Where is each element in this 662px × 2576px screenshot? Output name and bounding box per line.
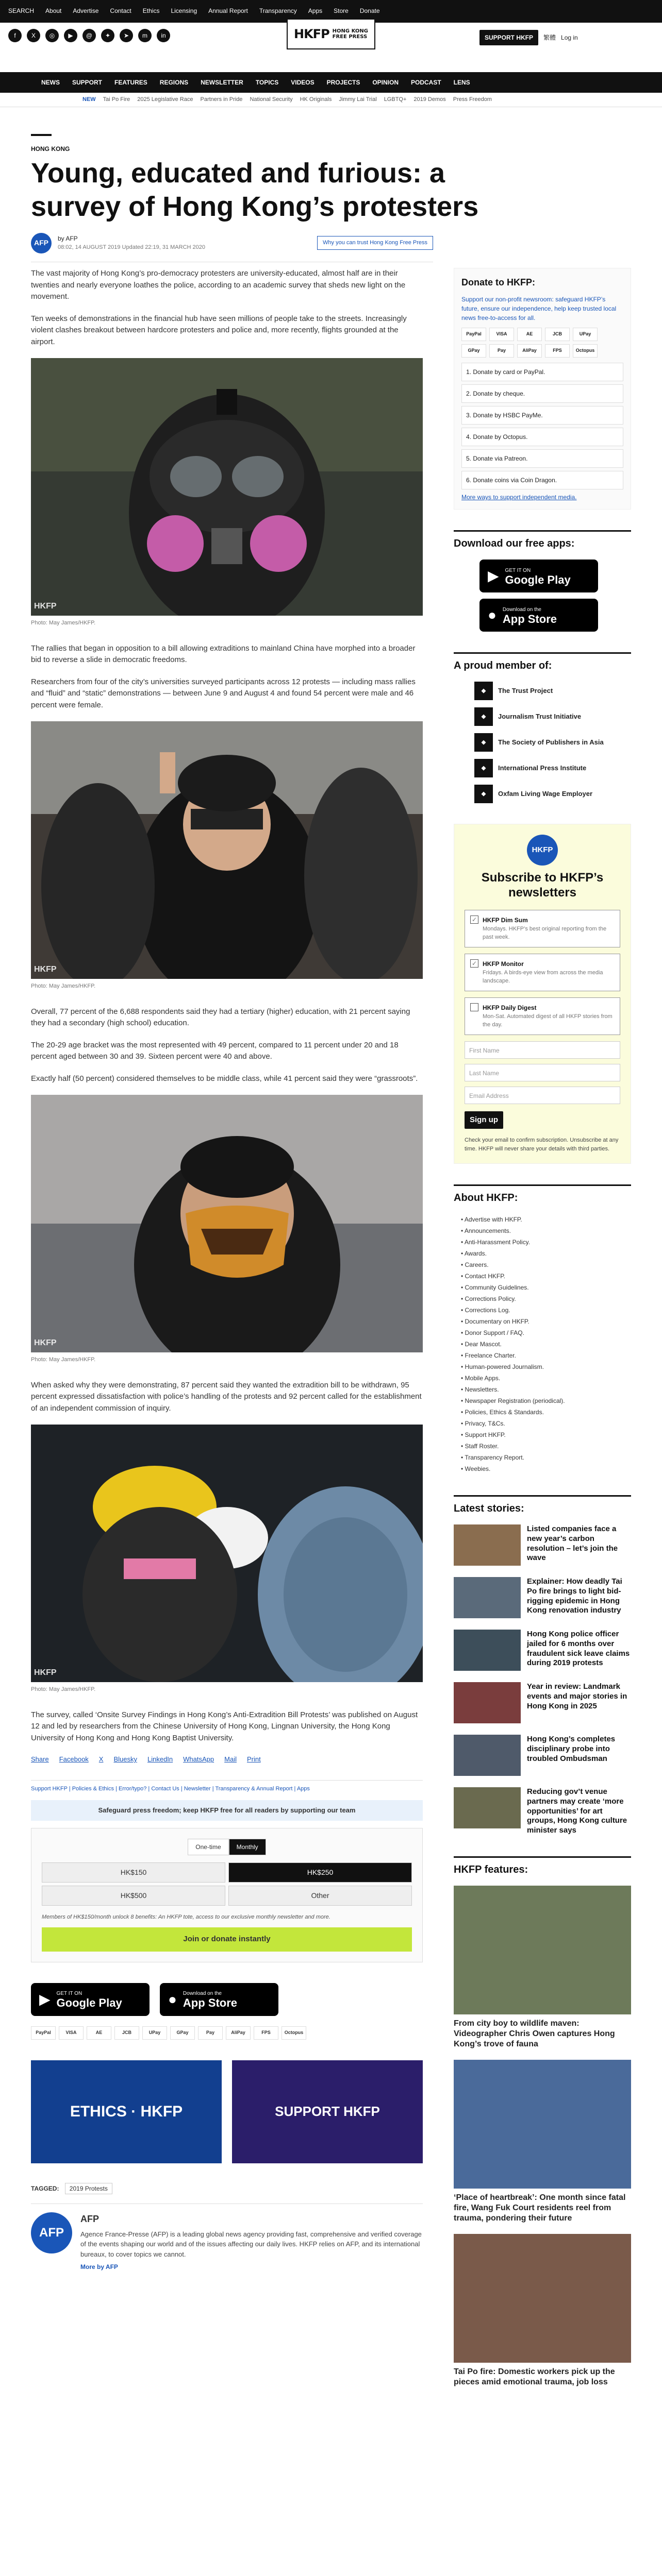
newsletter-option-text: [483, 959, 615, 986]
latest-story-title[interactable]: Hong Kong’s completes disciplinary probe into troubled Ombudsman: [527, 1735, 616, 1763]
newsletter-option-name: HKFP Monitor: [483, 960, 524, 968]
apple-icon: ●: [488, 607, 496, 623]
nav-item-projects[interactable]: PROJECTS: [326, 79, 360, 86]
logo-text: HONG KONG FREE PRESS: [332, 28, 368, 40]
pay-method-icon: AE: [87, 2026, 111, 2040]
latest-title: Latest stories:: [454, 1495, 631, 1516]
apple-icon: ●: [168, 1991, 177, 2007]
newsletter-option-desc: Mondays. HKFP’s best original reporting from the past week.: [483, 925, 607, 941]
about-link[interactable]: • Dear Mascot.: [461, 1341, 502, 1348]
about-links: [461, 1214, 631, 1475]
newsletter-fields: [465, 1041, 620, 1104]
pay-method-icon: JCB: [114, 2026, 139, 2040]
member-name: Oxfam Living Wage Employer: [498, 790, 593, 798]
article-title: Young, educated and furious: a survey of Hong Kong’s protesters: [31, 158, 479, 222]
about-link[interactable]: • Policies, Ethics & Standards.: [461, 1409, 544, 1416]
photo-protesters-street[interactable]: [31, 721, 423, 979]
app-store-badge[interactable]: ● Download on the App Store: [160, 1983, 278, 2016]
donate-option[interactable]: 5. Donate via Patreon.: [461, 449, 623, 468]
byline: [31, 233, 433, 262]
member-logo-icon: ◆: [474, 733, 493, 752]
latest-thumbnail: [454, 1630, 521, 1671]
one-time-toggle[interactable]: One-time: [188, 1839, 228, 1855]
share-print[interactable]: Print: [246, 1755, 261, 1763]
newsletter-option-name: HKFP Dim Sum: [483, 916, 528, 924]
latest-thumbnail: [454, 1787, 521, 1828]
play-icon: ▶: [488, 568, 499, 584]
author-box-name[interactable]: AFP: [80, 2213, 99, 2224]
pay-method-icon: PayPal: [461, 328, 486, 341]
newsletter-option-text: [483, 1003, 615, 1029]
header-actions: [479, 30, 578, 45]
about-link[interactable]: • Transparency Report.: [461, 1454, 524, 1462]
paragraph: Researchers from four of the city’s universities surveyed participants across 12 protests — including mass rallies and “fluid” and “static” demonstrations — between June 9 and August 4 and found 54 percent were male and 46 percent were female.: [31, 677, 416, 709]
about-link[interactable]: • Staff Roster.: [461, 1443, 499, 1450]
latest-thumbnail: [454, 1577, 521, 1618]
feature-image: [454, 1886, 631, 2014]
paragraph: The rallies that began in opposition to a bill allowing extraditions to mainland China have morphed into a broader bid to reverse a slide in democratic freedoms.: [31, 643, 416, 664]
subnav-item[interactable]: Jimmy Lai Trial: [339, 96, 377, 103]
latest-story-title[interactable]: Explainer: How deadly Tai Po fire brings to light bid-rigging epidemic in Hong Kong renovation industry: [527, 1577, 622, 1615]
nav-item-news[interactable]: NEWS: [41, 79, 60, 86]
newsletter-options: [465, 910, 620, 1035]
about-link[interactable]: • Anti-Harassment Policy.: [461, 1239, 531, 1246]
tags-label: TAGGED:: [31, 2184, 59, 2192]
google-play-badge[interactable]: ▶ GET IT ON Google Play: [479, 560, 598, 592]
newsletter-note: Check your email to confirm subscription. Unsubscribe at any time. HKFP will never share your details with third parties.: [465, 1137, 619, 1152]
latest-story[interactable]: [454, 1682, 631, 1723]
newsletter-option-name: HKFP Daily Digest: [483, 1004, 537, 1011]
nav-item-videos[interactable]: VIDEOS: [291, 79, 315, 86]
newsletter-option[interactable]: [465, 997, 620, 1035]
photo-caption: Photo: May James/HKFP.: [31, 1357, 96, 1363]
ethics-banner[interactable]: ETHICS · HKFP: [31, 2060, 222, 2163]
subnav-item[interactable]: Partners in Pride: [200, 96, 243, 103]
about-link[interactable]: • Mobile Apps.: [461, 1375, 501, 1382]
nav-item-newsletter[interactable]: NEWSLETTER: [201, 79, 243, 86]
donate-note: Members of HK$150/month unlock 8 benefits: An HKFP tote, access to our exclusive monthly newsletter and more.: [42, 1913, 330, 1920]
about-link[interactable]: • Documentary on HKFP.: [461, 1318, 529, 1326]
share-row: [31, 1754, 423, 1765]
latest-story-title[interactable]: Listed companies face a new year’s carbon resolution – let’s join the wave: [527, 1524, 618, 1563]
top-link-donate[interactable]: Donate: [359, 7, 380, 14]
newsletter-option[interactable]: [465, 910, 620, 947]
pay-method-icon: AE: [517, 328, 542, 341]
amount-option[interactable]: HK$500: [42, 1886, 225, 1906]
feature-item[interactable]: [454, 1886, 631, 2049]
member-logo[interactable]: [474, 707, 631, 726]
pay-method-icon: Pay: [489, 344, 514, 358]
more-by-link[interactable]: More by AFP: [80, 2263, 118, 2270]
author-avatar[interactable]: AFP: [31, 233, 52, 253]
photo-watermark: HKFP: [34, 1668, 57, 1677]
support-button[interactable]: SUPPORT HKFP: [479, 30, 538, 45]
member-logo-icon: ◆: [474, 682, 493, 700]
about-link[interactable]: • Support HKFP.: [461, 1431, 506, 1439]
member-name: The Trust Project: [498, 687, 553, 695]
features-box: [454, 1856, 631, 2387]
paragraph: Ten weeks of demonstrations in the financial hub have seen millions of people take to the streets. Increasingly violent clashes breakout between hardcore protesters and police and, more recently, flights grounded at the airport.: [31, 314, 407, 346]
member-logo-icon: ◆: [474, 759, 493, 777]
member-logo[interactable]: [474, 785, 631, 803]
nav-item-features[interactable]: FEATURES: [114, 79, 147, 86]
article-kicker[interactable]: HONG KONG: [31, 145, 70, 152]
feature-title[interactable]: From city boy to wildlife maven: Videographer Chris Owen captures Hong Kong’s trove of fauna: [454, 2019, 615, 2048]
amount-option[interactable]: Other: [228, 1886, 412, 1906]
top-link-licensing[interactable]: Licensing: [171, 7, 197, 14]
share-whatsapp[interactable]: WhatsApp: [183, 1755, 214, 1763]
feature-title[interactable]: Tai Po fire: Domestic workers pick up the pieces amid emotional trauma, job loss: [454, 2367, 615, 2386]
bluesky-icon[interactable]: ✦: [101, 29, 114, 42]
latest-thumbnail: [454, 1524, 521, 1566]
author-box-avatar[interactable]: AFP: [31, 2212, 72, 2253]
donate-box-text[interactable]: Support our non-profit newsroom: safeguard HKFP’s future, ensure our independence, help keep trusted local news free-to-access for all.: [461, 296, 617, 321]
member-name: The Society of Publishers in Asia: [498, 738, 604, 747]
top-link-about[interactable]: About: [45, 7, 62, 14]
donate-option[interactable]: 4. Donate by Octopus.: [461, 428, 623, 446]
pay-method-icon: Pay: [198, 2026, 223, 2040]
article-footer-links[interactable]: Support HKFP | Policies & Ethics | Error/typo? | Contact Us | Newsletter | Transparency & Annual Report | Apps: [31, 1780, 423, 1793]
amount-grid: [42, 1862, 412, 1906]
monthly-toggle[interactable]: Monthly: [229, 1839, 266, 1855]
apps-box: [454, 530, 631, 632]
about-link[interactable]: • Newsletters.: [461, 1386, 499, 1394]
latest-story-title[interactable]: Hong Kong police officer jailed for 6 months over fraudulent sick leave claims during 2019 protests: [527, 1630, 630, 1668]
article-body: [31, 268, 423, 2272]
photo-watermark: HKFP: [34, 1338, 57, 1347]
pay-method-icon: AliPay: [517, 344, 542, 358]
newsletter-box: [454, 824, 631, 1164]
photo-helmets-shields[interactable]: [31, 1425, 423, 1682]
mastodon-icon[interactable]: m: [138, 29, 152, 42]
about-link[interactable]: • Weebies.: [461, 1465, 491, 1473]
about-link[interactable]: • Corrections Policy.: [461, 1295, 516, 1303]
byline-author[interactable]: by AFP: [58, 235, 78, 243]
pay-method-icon: GPay: [170, 2026, 195, 2040]
more-ways-link[interactable]: More ways to support independent media.: [461, 494, 577, 501]
feature-image: [454, 2234, 631, 2363]
newsletter-signup-button[interactable]: Sign up: [465, 1111, 503, 1129]
latest-thumbnail: [454, 1682, 521, 1723]
newsletter-checkbox[interactable]: ✓: [470, 916, 478, 924]
top-link-store[interactable]: Store: [334, 7, 349, 14]
about-link[interactable]: • Donor Support / FAQ.: [461, 1329, 524, 1337]
new-label: NEW: [82, 96, 96, 103]
newsletter-option[interactable]: [465, 954, 620, 991]
article-pay-methods: [31, 2026, 423, 2040]
member-logo-icon: ◆: [474, 785, 493, 803]
nav-item-regions[interactable]: REGIONS: [159, 79, 189, 86]
top-link-transparency[interactable]: Transparency: [259, 7, 297, 14]
paragraph: The vast majority of Hong Kong’s pro-democracy protesters are university-educated, almost half are in their twenties and nearly everyone loathes the police, according to an academic survey that sheds new light on the movement.: [31, 269, 406, 301]
about-link[interactable]: • Advertise with HKFP.: [461, 1216, 522, 1224]
newsletter-input[interactable]: Last Name: [465, 1064, 620, 1081]
language-toggle[interactable]: 繁體: [543, 34, 556, 41]
support-banner[interactable]: SUPPORT HKFP: [232, 2060, 423, 2163]
about-link[interactable]: • Announcements.: [461, 1227, 511, 1235]
latest-story[interactable]: [454, 1577, 631, 1618]
pay-method-icon: Octopus: [282, 2026, 306, 2040]
about-link[interactable]: • Corrections Log.: [461, 1307, 510, 1314]
about-box: [454, 1184, 631, 1475]
newsletter-option-text: [483, 916, 615, 942]
author-box-bio: Agence France-Presse (AFP) is a leading global news agency providing fast, comprehensive and verified coverage of the events shaping our world and of the issues affecting our daily lives. HKFP relies on AFP, and its international bureaux, to cover topics we cannot.: [80, 2230, 422, 2258]
latest-thumbnail: [454, 1735, 521, 1776]
pay-method-icon: GPay: [461, 344, 486, 358]
subnav-item[interactable]: LGBTQ+: [384, 96, 407, 103]
members-title: A proud member of:: [454, 652, 631, 673]
main-nav: [0, 72, 662, 93]
byline-dates: 08:02, 14 AUGUST 2019 Updated 22:19, 31 MARCH 2020: [58, 244, 205, 251]
donate-submit-button[interactable]: Join or donate instantly: [42, 1927, 412, 1952]
photo-illustration: [31, 1095, 423, 1352]
facebook-icon[interactable]: f: [8, 29, 22, 42]
frequency-toggle: [42, 1839, 412, 1855]
newsletter-input[interactable]: First Name: [465, 1041, 620, 1059]
members-box: [454, 652, 631, 803]
member-logo[interactable]: [474, 759, 631, 777]
tag-pill[interactable]: 2019 Protests: [65, 2183, 112, 2194]
member-name: International Press Institute: [498, 764, 587, 772]
newsletter-option-desc: Fridays. A birds-eye view from across the media landscape.: [483, 969, 603, 985]
feature-title[interactable]: ‘Place of heartbreak’: One month since fatal fire, Wang Fuk Court residents reel from trauma, pondering their future: [454, 2193, 626, 2223]
nav-item-topics[interactable]: TOPICS: [255, 79, 279, 86]
about-link[interactable]: • Awards.: [461, 1250, 487, 1258]
donate-banner[interactable]: Safeguard press freedom; keep HKFP free for all readers by supporting our team: [31, 1800, 423, 1821]
share-x[interactable]: X: [98, 1755, 104, 1763]
about-link[interactable]: • Contact HKFP.: [461, 1273, 506, 1280]
social-icons: [8, 29, 170, 42]
share-bluesky[interactable]: Bluesky: [113, 1755, 137, 1763]
member-logo-icon: ◆: [474, 707, 493, 726]
pay-method-icon: FPS: [545, 344, 570, 358]
paragraph: The survey, called ‘Onsite Survey Findings in Hong Kong’s Anti-Extradition Bill Protests’ was published on August 12 and led by researchers from the Chinese University of Hong Kong, Lingnan University, the Hong Kong University of Hong Kong and Hong Kong Baptist University.: [31, 1710, 418, 1742]
subnav-item[interactable]: Tai Po Fire: [103, 96, 130, 103]
sidebar: [454, 268, 631, 2398]
apps-title: Download our free apps:: [454, 530, 631, 551]
photo-illustration: [31, 1425, 423, 1682]
pay-method-icon: JCB: [545, 328, 570, 341]
photo-watermark: HKFP: [34, 602, 57, 611]
newsletter-checkbox[interactable]: ✓: [470, 959, 478, 968]
features-list: [454, 1886, 631, 2387]
latest-story-title[interactable]: Year in review: Landmark events and major stories in Hong Kong in 2025: [527, 1682, 627, 1710]
share-share[interactable]: Share: [31, 1755, 49, 1763]
share-linkedin[interactable]: LinkedIn: [147, 1755, 173, 1763]
members-list: [454, 682, 631, 803]
donate-option[interactable]: 2. Donate by cheque.: [461, 384, 623, 403]
pay-method-icon: UPay: [142, 2026, 167, 2040]
donate-box: [454, 268, 631, 510]
pay-method-icon: Octopus: [573, 344, 598, 358]
login-link[interactable]: Log in: [561, 34, 578, 41]
nav-item-opinion[interactable]: OPINION: [372, 79, 399, 86]
latest-list: [454, 1524, 631, 1836]
photo-illustration: [31, 721, 423, 979]
pay-method-icon: PayPal: [31, 2026, 56, 2040]
photo-illustration: [31, 358, 423, 616]
threads-icon[interactable]: @: [82, 29, 96, 42]
top-link-ethics[interactable]: Ethics: [142, 7, 160, 14]
amount-option[interactable]: HK$250: [228, 1862, 412, 1883]
subnav-item[interactable]: HK Originals: [300, 96, 332, 103]
member-name: Journalism Trust Initiative: [498, 713, 582, 721]
donate-option[interactable]: 6. Donate coins via Coin Dragon.: [461, 471, 623, 489]
about-link[interactable]: • Freelance Charter.: [461, 1352, 516, 1360]
play-icon: ▶: [39, 1991, 51, 2007]
about-link[interactable]: • Privacy, T&Cs.: [461, 1420, 505, 1428]
newsletter-input[interactable]: Email Address: [465, 1087, 620, 1104]
photo-caption: Photo: May James/HKFP.: [31, 983, 96, 989]
site-logo[interactable]: [287, 19, 375, 49]
about-title: About HKFP:: [454, 1184, 631, 1206]
sub-nav: [0, 93, 662, 107]
photo-watermark: HKFP: [34, 965, 57, 974]
top-link-advertise[interactable]: Advertise: [73, 7, 99, 14]
latest-story-title[interactable]: Reducing gov’t venue partners may create ‘more opportunities’ for art groups, Hong Kong culture minister says: [527, 1787, 627, 1835]
pay-methods: [461, 328, 623, 358]
member-logo[interactable]: [474, 733, 631, 752]
top-link-search[interactable]: SEARCH: [8, 7, 35, 14]
photo-masked-protester[interactable]: [31, 1095, 423, 1352]
tags-row: [31, 2184, 423, 2193]
nav-item-support[interactable]: SUPPORT: [72, 79, 103, 86]
article-app-badges: [31, 1983, 423, 2016]
top-link-contact[interactable]: Contact: [110, 7, 131, 14]
author-box: [31, 2204, 423, 2272]
linkedin-icon[interactable]: in: [157, 29, 170, 42]
google-play-badge[interactable]: ▶ GET IT ON Google Play: [31, 1983, 150, 2016]
promo-banners: [31, 2060, 423, 2163]
share-mail[interactable]: Mail: [224, 1755, 237, 1763]
donate-option[interactable]: 3. Donate by HSBC PayMe.: [461, 406, 623, 425]
newsletter-checkbox[interactable]: [470, 1003, 478, 1011]
paragraph: When asked why they were demonstrating, 87 percent said they wanted the extradition bill to be withdrawn, 95 percent expressed dissatisfaction with police’s handling of the protests and 92 percent called for the establishment of an independent commission of inquiry.: [31, 1380, 422, 1413]
latest-story[interactable]: [454, 1524, 631, 1566]
latest-story[interactable]: [454, 1735, 631, 1776]
youtube-icon[interactable]: ▶: [64, 29, 77, 42]
subnav-item[interactable]: National Security: [250, 96, 293, 103]
subnav-item[interactable]: 2019 Demos: [413, 96, 446, 103]
photo-caption: Photo: May James/HKFP.: [31, 620, 96, 626]
share-facebook[interactable]: Facebook: [59, 1755, 89, 1763]
features-title: HKFP features:: [454, 1856, 631, 1877]
nav-item-lens[interactable]: LENS: [453, 79, 470, 86]
latest-story[interactable]: [454, 1630, 631, 1671]
about-link[interactable]: • Careers.: [461, 1261, 489, 1269]
subnav-item[interactable]: 2025 Legislative Race: [137, 96, 193, 103]
telegram-icon[interactable]: ➤: [120, 29, 133, 42]
trust-cta[interactable]: Why you can trust Hong Kong Free Press: [317, 236, 433, 250]
kicker-rule: [31, 134, 52, 136]
newsletter-badge: HKFP: [527, 835, 558, 866]
paragraph: Overall, 77 percent of the 6,688 respondents said they had a tertiary (higher) education, with 21 percent saying they had a secondary (high school) education.: [31, 1007, 410, 1027]
feature-item[interactable]: [454, 2234, 631, 2387]
feature-image: [454, 2060, 631, 2189]
paragraph: The 20-29 age bracket was the most represented with 49 percent, compared to 11 percent under 20 and 18 percent aged between 30 and 39. Sixteen percent were 40 and above.: [31, 1040, 399, 1061]
donate-form: [31, 1828, 423, 1962]
top-link-annual-report[interactable]: Annual Report: [208, 7, 248, 14]
about-link[interactable]: • Human-powered Journalism.: [461, 1363, 544, 1371]
pay-method-icon: VISA: [489, 328, 514, 341]
newsletter-title: Subscribe to HKFP’s newsletters: [481, 871, 604, 900]
feature-item[interactable]: [454, 2060, 631, 2224]
latest-story[interactable]: [454, 1787, 631, 1836]
pay-method-icon: FPS: [254, 2026, 278, 2040]
nav-item-podcast[interactable]: PODCAST: [411, 79, 441, 86]
amount-option[interactable]: HK$150: [42, 1862, 225, 1883]
pay-method-icon: UPay: [573, 328, 598, 341]
pay-method-icon: VISA: [59, 2026, 84, 2040]
newsletter-option-desc: Mon-Sat. Automated digest of all HKFP stories from the day.: [483, 1013, 613, 1028]
member-logo[interactable]: [474, 682, 631, 700]
app-store-badge[interactable]: ● Download on the App Store: [479, 599, 598, 632]
subnav-item[interactable]: Press Freedom: [453, 96, 492, 103]
donate-box-title: Donate to HKFP:: [461, 277, 535, 287]
latest-box: [454, 1495, 631, 1836]
article-header: [31, 134, 631, 262]
photo-protester-gasmask[interactable]: [31, 358, 423, 616]
top-link-apps[interactable]: Apps: [308, 7, 323, 14]
paragraph: Exactly half (50 percent) considered themselves to be middle class, while 41 percent said they were “grassroots”.: [31, 1074, 418, 1083]
donate-option[interactable]: 1. Donate by card or PayPal.: [461, 363, 623, 381]
about-link[interactable]: • Community Guidelines.: [461, 1284, 529, 1292]
x-icon[interactable]: X: [27, 29, 40, 42]
about-link[interactable]: • Newspaper Registration (periodical).: [461, 1397, 565, 1405]
top-links: [8, 6, 380, 15]
instagram-icon[interactable]: ◎: [45, 29, 59, 42]
pay-method-icon: AliPay: [226, 2026, 251, 2040]
donate-options: [461, 363, 623, 489]
logo-mark: HKFP: [294, 27, 329, 41]
photo-caption: Photo: May James/HKFP.: [31, 1686, 96, 1692]
